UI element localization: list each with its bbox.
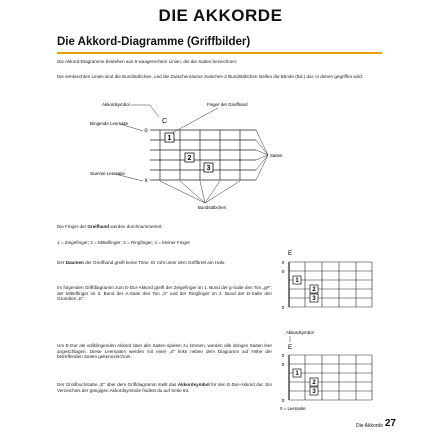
finger-dot <box>293 276 301 284</box>
svg-text:2: 2 <box>312 287 316 293</box>
open-string-marker: o <box>281 269 285 275</box>
e-major-diagram-annotated <box>276 328 386 438</box>
ringing-string-label: klingende Leersaite <box>90 121 129 126</box>
e-major-example-paragraph: Im folgenden Griffdiagramm zum E-Dur-Akkord greift der Zeigefinger im 1. Bund der g-Saite den Ton „g#", der Mittelfinger im 2. Bund der A-Saite den Ton „h" und der Ringfinger im 2. Bund der D-Saite den Grundton „E". <box>57 285 272 302</box>
finger-dot <box>310 285 318 293</box>
page-number: 27 <box>384 418 396 429</box>
e-major-diagram <box>276 248 386 318</box>
finger-dot <box>293 369 301 377</box>
running-footer: Die Akkorde <box>356 423 383 429</box>
intro-paragraph-2: Die senkrechten Linien sind die Bundstäbchen, und die Zwischenräume zwischen 2 Bundstäbchen stellen die Bünde (Bd.) dar, in denen gegriffen wird: <box>57 74 364 79</box>
finger-dot <box>310 387 318 395</box>
open-strings-paragraph: Um E-Dur als vollklingenden Akkord über alle Saiten spielen zu können, werden alle übrigen Saiten leer angeschlagen. Diese Leersaiten werden mit einer „0" links neben dem Diagramm auf Höhe der betreffenden Saiten gekennzeichnet. <box>57 343 272 360</box>
heading-underline <box>57 52 382 54</box>
finger-dot <box>204 163 213 172</box>
chord-symbol-label: Akkordsymbol <box>102 102 130 107</box>
ringing-open-string-marker: o <box>144 128 148 134</box>
open-string-marker: o <box>281 353 285 359</box>
finger-dot <box>185 153 194 162</box>
chord-letter-paragraph: Der Großbuchstabe „E" über dem Griffdiagramm stellt das Akkordsymbol für den E-Dur-Akkord dar. Ein Verzeichnis der gängigen Akkordsymbole findest du auf Seite 63. <box>57 382 273 393</box>
intro-paragraph-1: Die Akkord-Diagramme bestehen aus 6 waagerechten Linien, die die Saiten bezeichnen: <box>57 59 238 64</box>
finger-label: Finger der Greifhand <box>207 102 248 107</box>
strings-label: Saiten <box>270 153 283 158</box>
svg-text:1: 1 <box>295 371 299 377</box>
muted-string-marker: x <box>144 178 148 184</box>
open-string-marker: o <box>281 260 285 266</box>
svg-text:3: 3 <box>312 296 316 302</box>
svg-text:2: 2 <box>187 155 192 162</box>
open-string-marker: o <box>281 305 285 311</box>
chord-symbol-annotation: Akkordsymbol <box>286 330 314 335</box>
page-title: DIE AKKORDE <box>158 6 283 25</box>
fingers-intro: Die Finger der Greifhand werden durchnummeriert: <box>57 224 163 229</box>
finger-dot <box>310 294 318 302</box>
frets-label: Bundstäbchen <box>198 205 227 210</box>
open-string-marker: o <box>281 398 285 404</box>
finger-dot <box>310 378 318 386</box>
chord-symbol-example: C <box>162 118 168 125</box>
open-string-legend: 0 = Leersaite <box>280 406 306 411</box>
chord-symbol: E <box>288 345 293 351</box>
svg-text:1: 1 <box>167 135 172 142</box>
svg-text:1: 1 <box>295 278 299 284</box>
open-string-marker: o <box>281 362 285 368</box>
chord-symbol: E <box>288 251 293 257</box>
chord-diagram-explained <box>0 95 441 230</box>
finger-dot <box>165 133 174 142</box>
svg-text:2: 2 <box>312 380 316 386</box>
muted-string-label: stumme Leersaite <box>90 171 125 176</box>
thumb-paragraph: Der Daumen der Greifhand greift keine Töne. Er ruht unter dem Griffbrett am Hals. <box>57 260 226 265</box>
finger-numbering: 1 = Zeigefinger; 2 = Mittelfinger; 3 = Ringfinger; 4 = kleiner Finger <box>57 240 191 245</box>
svg-text:3: 3 <box>206 165 211 172</box>
svg-text:3: 3 <box>312 389 316 395</box>
section-heading: Die Akkord-Diagramme (Griffbilder) <box>57 36 251 48</box>
